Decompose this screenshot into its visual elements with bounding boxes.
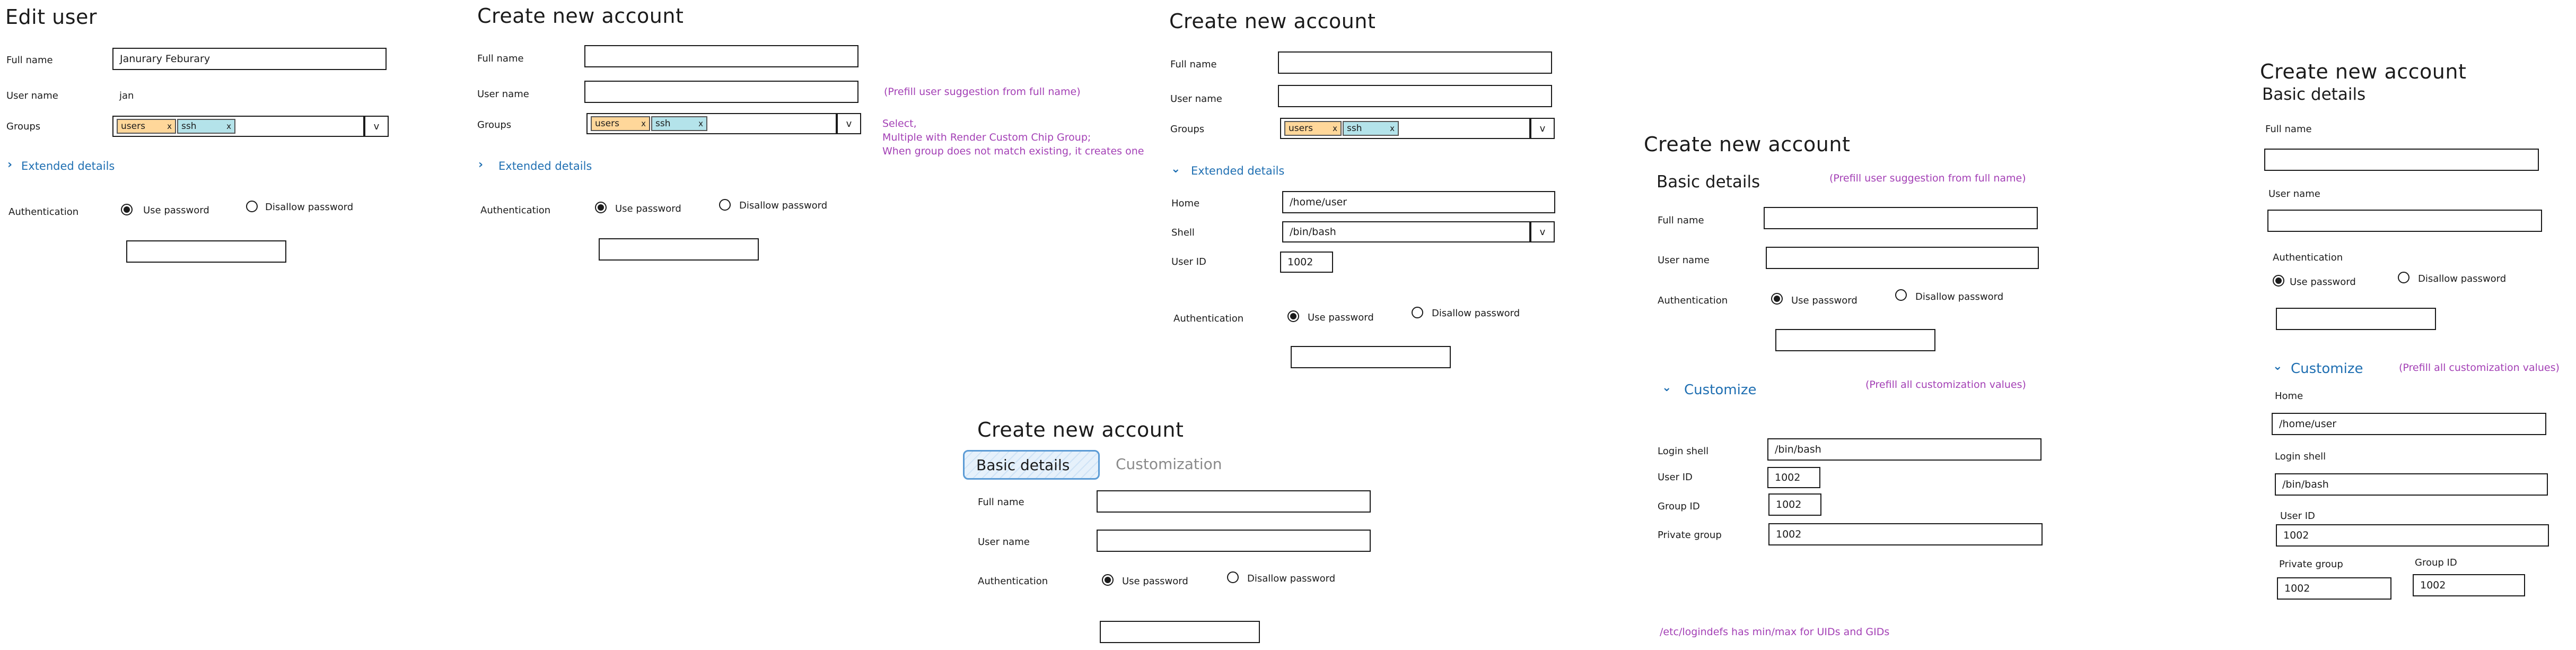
annotation-prefill: (Prefill user suggestion from full name)	[884, 86, 1081, 98]
disallow-password-radio[interactable]	[719, 199, 731, 211]
chevron-down-icon: v	[1539, 123, 1546, 134]
disallow-password-label: Disallow password	[1247, 573, 1336, 584]
page-title: Create new account	[977, 418, 1184, 441]
full-name-label: Full name	[1170, 59, 1217, 70]
disallow-password-radio[interactable]	[1227, 571, 1239, 583]
user-id-value: 1002	[1287, 256, 1313, 268]
login-shell-label: Login shell	[1658, 446, 1709, 457]
chip-users-label: users	[595, 118, 619, 129]
use-password-label: Use password	[1791, 295, 1857, 306]
close-icon[interactable]: x	[1390, 124, 1395, 133]
annotation-prefill: (Prefill user suggestion from full name)	[1829, 172, 2026, 184]
groups-label: Groups	[477, 119, 512, 131]
user-name-label: User name	[477, 89, 529, 100]
login-shell-label: Login shell	[2275, 451, 2326, 462]
authentication-label: Authentication	[2273, 252, 2343, 263]
chip-ssh[interactable]	[651, 116, 707, 131]
full-name-label: Full name	[2265, 124, 2312, 135]
full-name-field[interactable]	[1764, 207, 2038, 229]
use-password-radio[interactable]	[1771, 293, 1783, 305]
full-name-label: Full name	[477, 53, 524, 64]
disallow-password-label: Disallow password	[265, 202, 354, 213]
group-id-field[interactable]	[1768, 493, 1821, 516]
user-name-label: User name	[6, 90, 58, 101]
groups-dropdown-button[interactable]	[837, 113, 861, 134]
full-name-label: Full name	[6, 55, 53, 66]
chip-ssh[interactable]	[177, 119, 235, 134]
close-icon[interactable]: x	[698, 119, 703, 128]
chevron-down-icon: v	[1539, 226, 1546, 238]
page-title: Create new account	[1169, 10, 1376, 33]
annotation-customize: (Prefill all customization values)	[2399, 362, 2560, 374]
close-icon[interactable]: x	[167, 122, 172, 131]
home-value: /home/user	[1290, 196, 1347, 208]
customize-link[interactable]: Customize	[1684, 382, 1757, 398]
password-field[interactable]	[1775, 329, 1935, 351]
annotation-logindefs: /etc/logindefs has min/max for UIDs and GIDs	[1660, 626, 1890, 638]
shell-value: /bin/bash	[1290, 226, 1336, 238]
authentication-label: Authentication	[1173, 313, 1244, 324]
extended-details-link[interactable]: Extended details	[498, 160, 592, 172]
password-field[interactable]	[1291, 346, 1451, 368]
home-label: Home	[1171, 198, 1200, 209]
user-id-value: 1002	[1775, 472, 1801, 483]
group-id-value: 1002	[1776, 499, 1802, 510]
disallow-password-radio[interactable]	[1412, 307, 1423, 318]
authentication-label: Authentication	[1658, 295, 1728, 306]
login-shell-field[interactable]	[2275, 473, 2548, 496]
home-field[interactable]	[2272, 413, 2546, 435]
shell-dropdown-button[interactable]	[1530, 221, 1555, 242]
full-name-field[interactable]	[112, 48, 387, 70]
user-id-label: User ID	[1658, 472, 1693, 483]
page-title: Create new account	[2260, 60, 2467, 83]
groups-label: Groups	[6, 121, 41, 132]
disallow-password-label: Disallow password	[1432, 308, 1520, 319]
chevron-down-icon[interactable]: ⌄	[1171, 162, 1181, 176]
groups-chip-input[interactable]	[112, 116, 364, 137]
group-id-label: Group ID	[1658, 501, 1700, 512]
extended-details-link[interactable]: Extended details	[1191, 164, 1285, 177]
chip-users[interactable]	[117, 119, 176, 134]
chip-ssh[interactable]	[1343, 121, 1399, 136]
use-password-label: Use password	[143, 205, 209, 216]
full-name-field[interactable]	[1278, 51, 1552, 74]
full-name-value: Janurary Feburary	[120, 53, 211, 65]
page-title: Create new account	[477, 4, 684, 28]
close-icon[interactable]: x	[226, 122, 231, 131]
use-password-radio[interactable]	[1102, 574, 1114, 586]
chip-ssh-label: ssh	[181, 121, 197, 132]
tab-basic-details[interactable]	[963, 450, 1100, 480]
shell-select[interactable]	[1282, 221, 1530, 242]
full-name-field[interactable]	[1097, 490, 1371, 513]
group-id-field[interactable]	[2413, 574, 2525, 596]
annotation-select-line-1: Select,	[882, 118, 917, 129]
user-name-label: User name	[978, 536, 1030, 548]
groups-dropdown-button[interactable]	[364, 116, 389, 137]
user-name-label: User name	[1170, 93, 1222, 105]
chip-ssh-label: ssh	[655, 118, 671, 129]
annotation-select-line-2: Multiple with Render Custom Chip Group;	[882, 132, 1091, 143]
private-group-value: 1002	[1776, 528, 1802, 540]
disallow-password-radio[interactable]	[2398, 272, 2409, 283]
user-name-field[interactable]	[2267, 210, 2542, 232]
use-password-radio[interactable]	[1287, 310, 1299, 322]
authentication-label: Authentication	[978, 576, 1048, 587]
chevron-right-icon[interactable]: ›	[7, 158, 13, 171]
authentication-label: Authentication	[480, 205, 551, 216]
use-password-label: Use password	[1308, 312, 1374, 323]
tab-customization[interactable]: Customization	[1116, 455, 1222, 473]
login-shell-field[interactable]	[1767, 438, 2041, 461]
tab-basic-details-label: Basic details	[976, 456, 1070, 474]
close-icon[interactable]: x	[1333, 124, 1337, 133]
use-password-radio[interactable]	[121, 204, 133, 215]
user-id-value: 1002	[2283, 530, 2309, 541]
disallow-password-label: Disallow password	[1915, 291, 2004, 302]
disallow-password-radio[interactable]	[1895, 289, 1907, 301]
chevron-down-icon[interactable]: ⌄	[2273, 360, 2283, 373]
password-field[interactable]	[1100, 621, 1260, 643]
customize-link[interactable]: Customize	[2291, 361, 2363, 377]
groups-label: Groups	[1170, 124, 1205, 135]
user-name-label: User name	[2268, 188, 2320, 200]
chip-users-label: users	[1289, 123, 1313, 134]
group-id-label: Group ID	[2415, 557, 2457, 568]
close-icon[interactable]: x	[641, 119, 646, 128]
chip-users-label: users	[121, 121, 145, 132]
private-group-label: Private group	[2279, 559, 2343, 570]
disallow-password-label: Disallow password	[2418, 273, 2507, 284]
private-group-label: Private group	[1658, 530, 1722, 541]
full-name-field[interactable]	[2264, 149, 2539, 171]
use-password-label: Use password	[1122, 576, 1188, 587]
user-id-field[interactable]	[2276, 524, 2549, 547]
annotation-customize: (Prefill all customization values)	[1865, 379, 2026, 391]
group-id-value: 1002	[2420, 579, 2446, 591]
private-group-field[interactable]	[1768, 523, 2043, 545]
user-id-label: User ID	[2280, 510, 2315, 522]
disallow-password-label: Disallow password	[739, 200, 828, 211]
extended-details-link[interactable]: Extended details	[21, 160, 115, 172]
password-field[interactable]	[599, 238, 759, 261]
chevron-down-icon[interactable]: ⌄	[1662, 381, 1672, 394]
section-basic-details: Basic details	[2262, 85, 2366, 104]
chip-users[interactable]	[1284, 121, 1342, 136]
user-name-field[interactable]	[584, 81, 858, 103]
login-shell-value: /bin/bash	[1775, 444, 1821, 455]
page-title: Edit user	[5, 5, 98, 29]
full-name-field[interactable]	[584, 45, 858, 67]
disallow-password-radio[interactable]	[246, 201, 258, 212]
groups-dropdown-button[interactable]	[1530, 118, 1555, 139]
private-group-field[interactable]	[2277, 577, 2391, 600]
private-group-value: 1002	[2284, 583, 2310, 594]
home-field[interactable]	[1282, 191, 1555, 213]
user-name-field[interactable]	[1097, 530, 1371, 552]
groups-chip-input[interactable]	[1280, 118, 1530, 139]
home-label: Home	[2275, 391, 2303, 402]
password-field[interactable]	[126, 240, 286, 263]
use-password-radio[interactable]	[2273, 275, 2284, 287]
use-password-radio[interactable]	[595, 202, 607, 213]
user-name-label: User name	[1658, 255, 1710, 266]
full-name-label: Full name	[1658, 215, 1704, 226]
chevron-down-icon: v	[846, 118, 852, 129]
user-name-field[interactable]	[1766, 247, 2039, 269]
login-shell-value: /bin/bash	[2282, 479, 2329, 490]
full-name-label: Full name	[978, 497, 1024, 508]
chip-users[interactable]	[591, 116, 650, 131]
user-name-field[interactable]	[1278, 85, 1552, 107]
password-field[interactable]	[2276, 308, 2436, 330]
user-name-value: jan	[119, 90, 134, 101]
annotation-select-line-3: When group does not match existing, it creates one	[882, 145, 1144, 157]
groups-chip-input[interactable]	[586, 113, 837, 134]
shell-label: Shell	[1171, 227, 1195, 238]
user-id-field[interactable]	[1767, 467, 1820, 488]
chip-ssh-label: ssh	[1347, 123, 1362, 134]
use-password-label: Use password	[615, 203, 681, 214]
chevron-down-icon: v	[373, 120, 380, 132]
home-value: /home/user	[2279, 418, 2337, 430]
chevron-right-icon[interactable]: ›	[478, 158, 484, 171]
authentication-label: Authentication	[8, 206, 79, 218]
use-password-label: Use password	[2290, 276, 2356, 288]
section-basic-details: Basic details	[1657, 172, 1760, 192]
page-title: Create new account	[1644, 133, 1851, 156]
user-id-field[interactable]	[1280, 252, 1333, 273]
user-id-label: User ID	[1171, 256, 1206, 267]
